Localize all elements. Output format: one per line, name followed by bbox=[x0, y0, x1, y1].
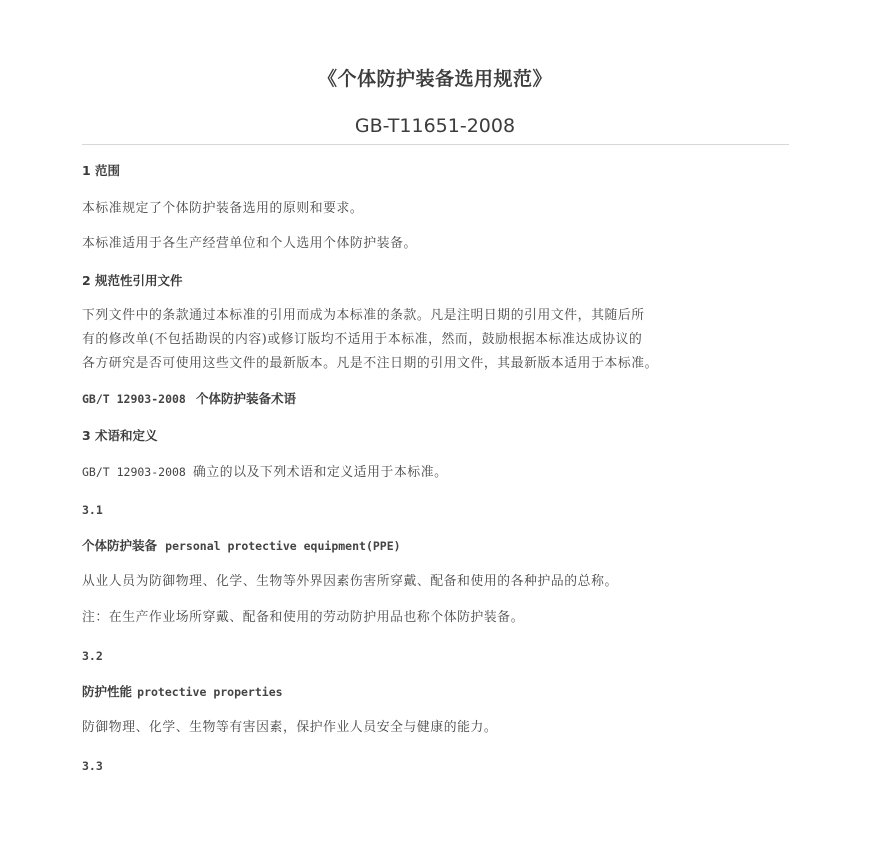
term-3-1-note: 注：在生产作业场所穿戴、配备和使用的劳动防护用品也称个体防护装备。 bbox=[82, 610, 525, 625]
reference-title: 个体防护装备术语 bbox=[196, 391, 297, 406]
title-divider bbox=[82, 144, 789, 145]
paragraph-line: 有的修改单(不包括勘误的内容)或修订版均不适用于本标准，然而，鼓励根据本标准达成协议的 bbox=[82, 332, 643, 347]
term-3-1-en: personal protective equipment(PPE) bbox=[165, 539, 401, 553]
paragraph-line: 下列文件中的条款通过本标准的引用而成为本标准的条款。凡是注明日期的引用文件，其随后所 bbox=[82, 308, 645, 323]
term-number-3-3: 3.3 bbox=[82, 759, 103, 773]
term-3-2 bbox=[82, 684, 283, 701]
section-heading-scope: 1 范围 bbox=[82, 163, 121, 178]
section-heading-normative-references: 2 规范性引用文件 bbox=[82, 273, 183, 288]
term-3-1-cn: 个体防护装备 bbox=[82, 538, 158, 553]
reference-code: GB/T 12903-2008 bbox=[82, 392, 186, 406]
standard-code: GB-T11651-2008 bbox=[354, 115, 516, 137]
term-3-2-en: protective properties bbox=[137, 685, 283, 699]
terms-intro-text: 确立的以及下列术语和定义适用于本标准。 bbox=[193, 465, 448, 480]
term-3-1-definition: 从业人员为防御物理、化学、生物等外界因素伤害所穿戴、配备和使用的各种护品的总称。 bbox=[82, 574, 618, 589]
term-3-2-definition: 防御物理、化学、生物等有害因素，保护作业人员安全与健康的能力。 bbox=[82, 720, 498, 735]
term-3-2-cn: 防护性能 bbox=[82, 684, 133, 699]
terms-intro-code: GB/T 12903-2008 bbox=[82, 465, 186, 479]
scope-paragraph-1: 本标准规定了个体防护装备选用的原则和要求。 bbox=[82, 201, 364, 216]
section-heading-terms-definitions: 3 术语和定义 bbox=[82, 428, 158, 443]
term-number-3-2: 3.2 bbox=[82, 649, 103, 663]
term-number-3-1: 3.1 bbox=[82, 503, 103, 517]
document-title: 《个体防护装备选用规范》 bbox=[317, 68, 552, 90]
scope-paragraph-2: 本标准适用于各生产经营单位和个人选用个体防护装备。 bbox=[82, 236, 417, 251]
paragraph-line: 各方研究是否可使用这些文件的最新版本。凡是不注日期的引用文件，其最新版本适用于本标准。 bbox=[82, 356, 659, 371]
term-3-1 bbox=[82, 538, 401, 555]
normative-references-paragraph bbox=[82, 304, 792, 376]
terms-intro bbox=[82, 464, 448, 481]
reference-entry bbox=[82, 391, 296, 408]
